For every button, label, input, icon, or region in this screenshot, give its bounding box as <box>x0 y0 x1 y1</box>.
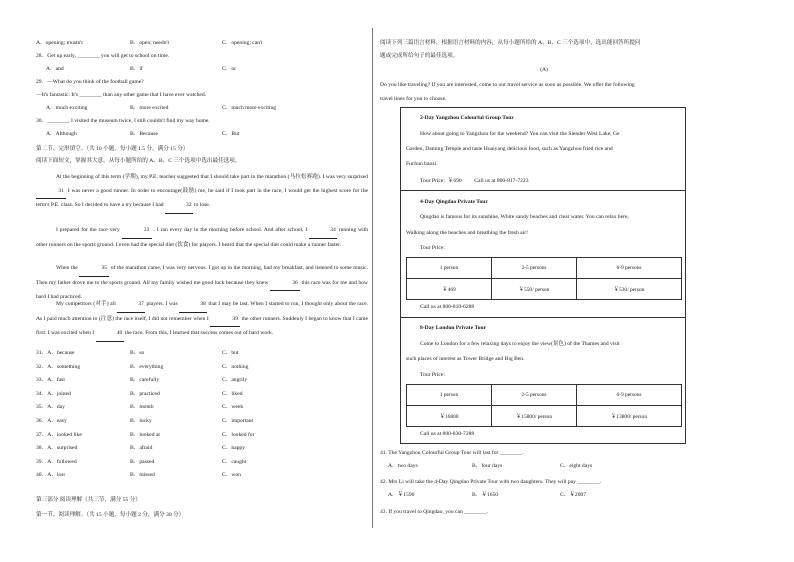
reading-instructions-line2: 题或完成所给句子的最佳选项。 <box>380 53 459 59</box>
q43-stem: 43. If you travel to Qingdao, you can ________. <box>380 509 488 515</box>
tour3-desc-1: Come to London for a few relaxing days to enjoy the view(景色) of the Thames and visit <box>420 341 620 347</box>
cloze-option: 36．A．easy <box>36 418 67 424</box>
q28-stem: 28．Get up early, ________ you will get to school on time. <box>36 53 170 59</box>
blank-35[interactable]: 35 <box>79 262 109 277</box>
q29-option-b: B．more excited <box>130 105 169 111</box>
q28-option-c: C．or <box>222 66 236 72</box>
q29-option-c: C．much more exciting <box>222 105 277 111</box>
cloze-option: B．lucky <box>130 418 152 424</box>
q42-stem: 42. Mrs Li will take the 4-Day Qingdao Private Tour with two daughters. They will pay ________. <box>380 479 602 485</box>
column-divider <box>372 28 373 528</box>
tour3-price-label: Tour Price: <box>420 372 445 378</box>
tour3-desc-2: such places of interest as Tower Bridge and Big Ben. <box>406 356 525 362</box>
cloze-option: 31．A．because <box>36 350 75 356</box>
cloze-option: C．nothing <box>222 363 249 370</box>
tour1-desc-2: Garden, Daming Temple and taste Huaiyang delicious food, such as Yangzhou fried rice and <box>406 146 613 152</box>
cloze-paragraph-3: When the 35 of the marathon came, I was very nervous. I got up in the morning, had my breakfast, and listened to some music. Then my father drove me to the sports ground. All my family wished me good luck because they knew 36 this race was for me and how hard I had practiced. <box>36 262 368 305</box>
q30-option-c: C．But <box>222 131 240 137</box>
tour2-header-1: 1 person <box>407 258 492 279</box>
cloze-option: B．so <box>130 350 145 356</box>
cloze-option: 38．A．surprised <box>36 445 78 452</box>
q29-option-a: A．much exciting <box>46 105 88 111</box>
cloze-option: 37．A．looked like <box>36 431 82 438</box>
tour3-price-3: ￥13800/ person <box>577 406 682 427</box>
q27-option-b: B．open; needn't <box>130 40 170 46</box>
tour3-call: Call us at 800-830-7288 <box>420 431 475 437</box>
cloze-option: B．missed <box>130 472 155 479</box>
cloze-option: C．but <box>222 350 239 356</box>
tour2-price-2: ￥550/ person <box>492 279 577 300</box>
q42-option-b: B．￥1650 <box>472 492 499 498</box>
blank-31[interactable]: 31 <box>36 185 66 200</box>
cloze-option: B．month <box>130 404 154 411</box>
blank-36[interactable]: 36 <box>270 277 300 292</box>
q30-option-a: A．Although <box>46 131 77 137</box>
tour1-desc-3: Fuchun baozi. <box>406 161 438 167</box>
cloze-option: B．practiced <box>130 390 160 397</box>
tour2-title: 4-Day Qingdao Private Tour <box>420 199 488 205</box>
q28-option-b: B．if <box>130 66 143 72</box>
cloze-option: B．passed <box>130 458 155 465</box>
tour2-price-3: ￥530/ person <box>577 279 682 300</box>
q41-stem: 41. The Yangzhou Colourful Group Tour will last for ________. <box>380 450 524 456</box>
cloze-option: B．looked at <box>130 431 160 438</box>
tour3-header-1: 1 person <box>407 385 492 406</box>
tour3-title: 8-Day London Private Tour <box>420 325 487 331</box>
cloze-option: 35．A．day <box>36 404 65 411</box>
blank-34[interactable]: 34 <box>309 224 337 239</box>
cloze-option: C．happy <box>222 445 245 452</box>
blank-37[interactable]: 37 <box>117 298 145 313</box>
tour-separator-1 <box>400 190 686 191</box>
q41-option-c: C．eight days <box>560 463 593 469</box>
passage-label: (A) <box>540 67 548 73</box>
cloze-option: C．angrily <box>222 377 248 384</box>
section2-instructions: 阅读下面短文，掌握其大意，从每小题所给的 A、B、C 三个选项中选出最佳选项。 <box>36 158 241 164</box>
cloze-option: 33．A．fast <box>36 377 65 384</box>
cloze-option: C．week <box>222 404 244 411</box>
tour1-price-call: Tour Price: ￥690 Call us at 800-817-7223 <box>420 178 529 184</box>
tour3-header-3: 6-9 persons <box>577 385 682 406</box>
blank-39[interactable]: 39 <box>210 313 240 328</box>
q42-option-a: A．￥1590 <box>388 492 415 498</box>
blank-32[interactable]: 32 <box>165 199 193 214</box>
cloze-option: C．liked <box>222 390 243 397</box>
cloze-option: C．looked for <box>222 431 255 438</box>
tour1-desc-1: How about going to Yangzhou for the weekend? You can visit the Slender West Lake, Ge <box>420 131 620 137</box>
blank-33[interactable]: 33 <box>122 224 152 239</box>
q30-option-b: B．Because <box>130 131 158 137</box>
tour3-header-2: 2-5 persons <box>492 385 577 406</box>
q42-option-c: C．￥2007 <box>560 492 587 498</box>
tour2-price-1: ￥469 <box>407 279 492 300</box>
cloze-paragraph-2: I prepared for the race very 33 . I ran every day in the morning before school. And after school, I 34 running with other runners on the sports ground. I even had the special diet (饮食) for players. I heard that the special diet could make a runner faster. <box>36 224 368 252</box>
cloze-option: B．everything <box>130 363 164 370</box>
cloze-option: 39．A．followed <box>36 458 77 465</box>
tour2-price-table <box>406 257 682 300</box>
part3-title: 第三部分 阅读理解（共三节，满分 55 分） <box>36 497 141 503</box>
q27-option-c: C．opening; can't <box>222 40 263 46</box>
cloze-paragraph-4: My competitors (对手) all 37 players. I was 38 that I may be last. When I started to run, I thought only about the race. As I paid much attention to (注意) the race itself, I did not remember when I 39 the other runners. Suddenly I began to know that I came first. I was excited when I 40 the race. From this, I learned that success comes out of hard work. <box>36 298 368 342</box>
reading-instructions-line1: 阅读下列三篇语言材料，根据语言材料的内容，从每小题所给的 A、B、C 三个选项中，选出能回答所提问 <box>380 40 641 46</box>
q30-stem: 30．________ I visited the museum twice, I still couldn't find my way home. <box>36 118 210 124</box>
cloze-option: B．afraid <box>130 445 153 452</box>
q27-option-a: A．opening; mustn't <box>36 40 83 46</box>
cloze-option: C．important <box>222 418 254 424</box>
cloze-option: 40．A．lost <box>36 472 65 479</box>
q41-option-a: A．two days <box>388 463 418 469</box>
q29-question: 29．—What do you think of the football game? <box>36 79 144 85</box>
tour3-price-table <box>406 384 682 427</box>
blank-38[interactable]: 38 <box>179 298 207 313</box>
cloze-option: 32．A．something <box>36 363 81 370</box>
cloze-option: B．carefully <box>130 377 160 384</box>
tour2-header-3: 6-9 persons <box>577 258 682 279</box>
q28-option-a: A．and <box>46 66 64 72</box>
cloze-option: C．won <box>222 472 241 479</box>
cloze-paragraph-1: At the beginning of this term (学期), my P.E. teacher suggested that I should take part in the marathon (马拉松赛跑). I was very surprised 31 I was never a good runner. In order to encourage(鼓励) me, he said if I took part in the race, I would get the highest score for the term's P.E. class. So I decided to have a try because I had 32 to lose. <box>36 171 368 214</box>
blank-40[interactable]: 40 <box>96 327 124 342</box>
tour2-header-2: 2-5 persons <box>492 258 577 279</box>
q41-option-b: B．four days <box>472 463 503 469</box>
tour2-desc-2: Walking along the beaches and breathing the fresh air! <box>406 230 528 236</box>
q29-answer: —It's fantastic. It's ________ than any other game that I have ever watched. <box>36 92 207 98</box>
cloze-option: C．caught <box>222 458 247 465</box>
tour2-call: Call us at 800-810-6288 <box>420 304 475 310</box>
tour3-price-2: ￥15800/ person <box>492 406 577 427</box>
tour-separator-2 <box>400 317 686 318</box>
tour3-price-1: ￥16800 <box>407 406 492 427</box>
intro-line1: Do you like traveling? If you are interested, come to our travel service as soon as possible. We offer the following <box>380 82 635 88</box>
intro-line2: travel lines for you to choose. <box>380 96 447 102</box>
tour2-desc-1: Qingdao is famous for its sunshine, White sandy beaches and clear water. You can relax here, <box>420 214 629 220</box>
part3-section1-title: 第一节、阅读理解。（共 15 小题，每小题 2 分，满分 30 分） <box>36 512 185 518</box>
tour1-title: 2-Day Yangzhou Colourful Group Tour <box>420 115 514 121</box>
section2-title: 第二节、完形填空。（共 10 小题，每小题 1.5 分，满分 15 分） <box>36 146 189 152</box>
cloze-option: 34．A．joined <box>36 390 71 397</box>
tour2-price-label: Tour Price: <box>420 245 445 251</box>
